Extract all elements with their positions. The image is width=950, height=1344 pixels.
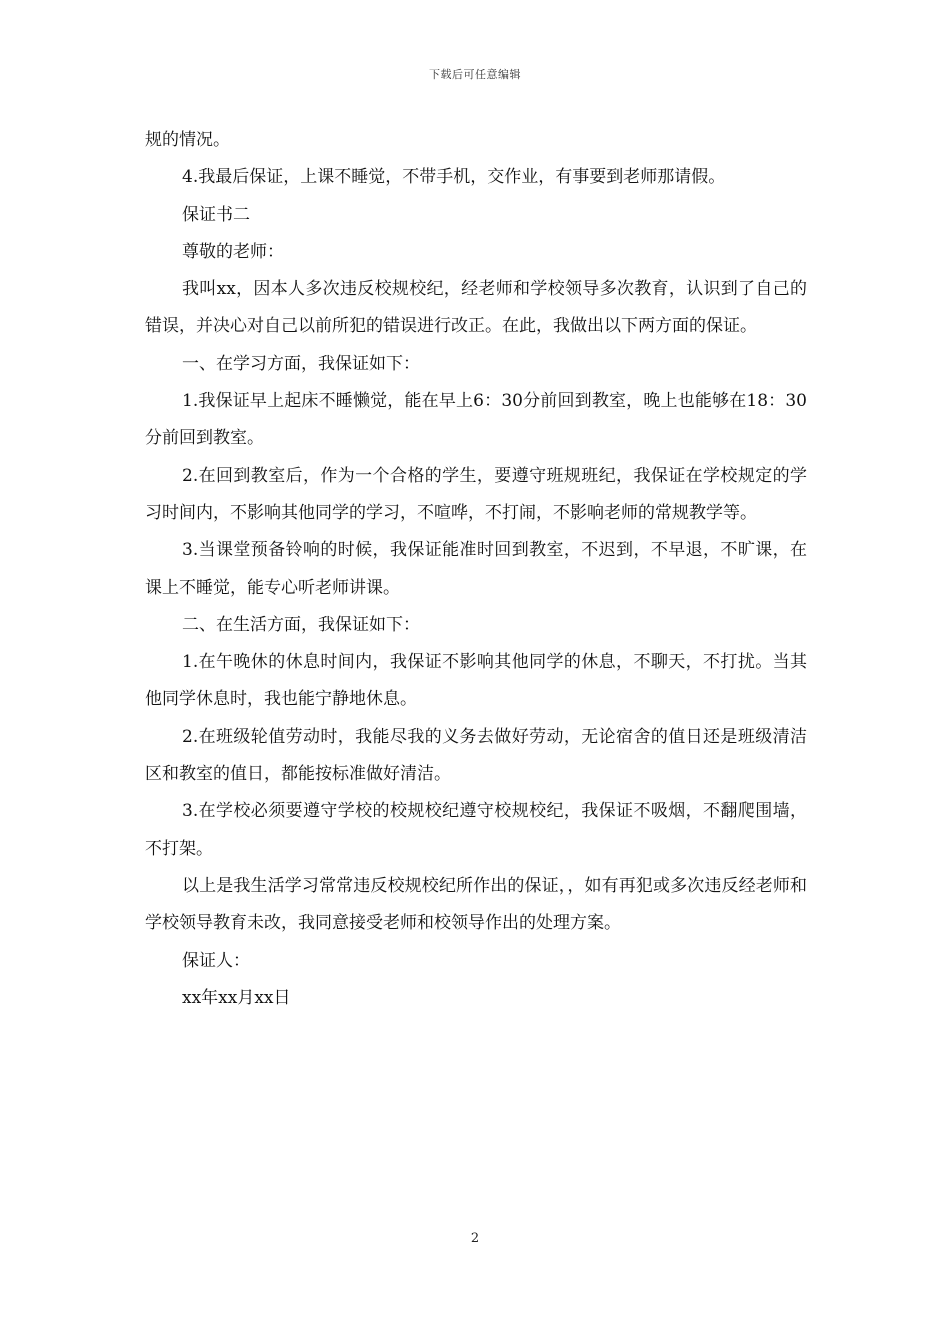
page-header: 下载后可任意编辑 [429,68,521,81]
list-item: 2.在回到教室后，作为一个合格的学生，要遵守班规班纪，我保证在学校规定的学习时间内，不影响其他同学的学习，不喧哗，不打闹，不影响老师的常规教学等。 [145,465,807,523]
date-line: xx年xx月xx日 [182,987,291,1008]
document-body [145,122,807,1017]
paragraph: 规的情况。 [145,130,230,150]
list-item: 1.我保证早上起床不睡懒觉，能在早上6：30分前回到教室，晚上也能够在18：30分前回到教室。 [145,391,807,449]
list-item: 3.当课堂预备铃响的时候，我保证能准时回到教室，不迟到，不早退，不旷课，在课上不睡觉，能专心听老师讲课。 [145,540,807,598]
subsection-heading: 一、在学习方面，我保证如下： [182,353,420,374]
section-heading: 保证书二 [182,204,250,225]
list-item: 2.在班级轮值劳动时，我能尽我的义务去做好劳动，无论宿舍的值日还是班级清洁区和教室的值日，都能按标准做好清洁。 [145,726,807,785]
list-item: 1.在午晚休的休息时间内，我保证不影响其他同学的休息，不聊天，不打扰。当其他同学休息时，我也能宁静地休息。 [145,652,807,710]
list-item: 3.在学校必须要遵守学校的校规校纪遵守校规校纪，我保证不吸烟，不翻爬围墙，不打架。 [145,801,807,859]
paragraph: 我叫xx，因本人多次违反校规校纪，经老师和学校领导多次教育，认识到了自己的错误，并决心对自己以前所犯的错误进行改正。在此，我做出以下两方面的保证。 [145,279,807,337]
signature-label: 保证人： [182,950,250,971]
page-number: 2 [470,1231,480,1246]
subsection-heading: 二、在生活方面，我保证如下： [182,614,420,635]
salutation: 尊敬的老师： [182,241,284,262]
paragraph: 4.我最后保证，上课不睡觉，不带手机，交作业，有事要到老师那请假。 [182,167,726,188]
closing-paragraph: 以上是我生活学习常常违反校规校纪所作出的保证，，如有再犯或多次违反经老师和学校领导教育未改，我同意接受老师和校领导作出的处理方案。 [145,875,807,934]
